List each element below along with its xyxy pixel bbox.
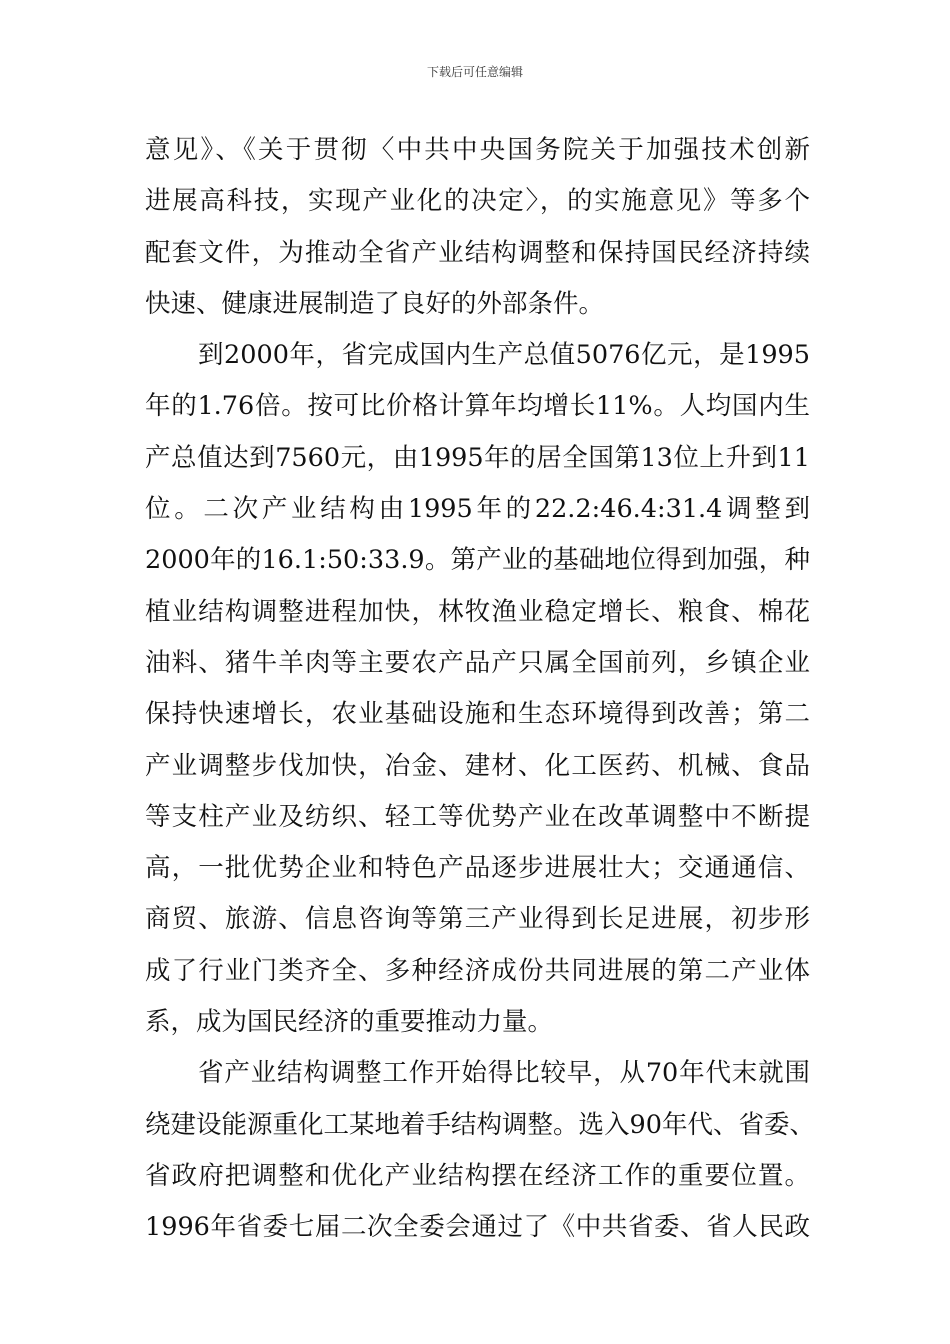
document-body bbox=[145, 125, 815, 1254]
text-line: 系，成为国民经济的重要推动力量。 bbox=[145, 1007, 554, 1038]
text-line: 配套文件，为推动全省产业结构调整和保持国民经济持续 bbox=[145, 237, 810, 268]
text-line: 高，一批优势企业和特色产品逐步进展壮大；交通通信、 bbox=[145, 853, 810, 884]
text-line: 进展高科技，实现产业化的决定〉，的实施意见》等多个 bbox=[145, 186, 810, 217]
text-line: 等支柱产业及纺织、轻工等优势产业在改革调整中不断提 bbox=[145, 801, 810, 832]
text-line: 快速、健康进展制造了良好的外部条件。 bbox=[145, 288, 605, 319]
text-line: 商贸、旅游、信息咨询等第三产业得到长足进展，初步形 bbox=[145, 904, 810, 935]
text-line: 保持快速增长，农业基础设施和生态环境得到改善；第二 bbox=[145, 699, 810, 730]
text-line: 产业调整步伐加快，冶金、建材、化工医药、机械、食品 bbox=[145, 750, 810, 781]
text-line: 到2000年，省完成国内生产总值5076亿元，是1995 bbox=[198, 340, 810, 371]
text-line: 成了行业门类齐全、多种经济成份共同进展的第二产业体 bbox=[145, 955, 810, 986]
text-line: 2000年的16.1:50:33.9。第产业的基础地位得到加强，种 bbox=[145, 545, 810, 576]
text-line: 绕建设能源重化工某地着手结构调整。选入90年代、省委、 bbox=[145, 1109, 815, 1140]
page-header: 下载后可任意编辑 bbox=[426, 65, 523, 79]
text-line: 年的1.76倍。按可比价格计算年均增长11%。人均国内生 bbox=[145, 391, 810, 422]
text-line: 油料、猪牛羊肉等主要农产品产只属全国前列，乡镇企业 bbox=[145, 647, 810, 678]
text-line: 省政府把调整和优化产业结构摆在经济工作的重要位置。 bbox=[145, 1160, 810, 1191]
text-line: 产总值达到7560元，由1995年的居全国第13位上升到11 bbox=[145, 442, 810, 473]
text-line: 1996年省委七届二次全委会通过了《中共省委、省人民政 bbox=[145, 1212, 810, 1243]
text-line: 位。二次产业结构由1995年的22.2:46.4:31.4调整到 bbox=[145, 494, 810, 525]
text-line: 植业结构调整进程加快，林牧渔业稳定增长、粮食、棉花 bbox=[145, 596, 810, 627]
text-line: 意见》、《关于贯彻〈中共中央国务院关于加强技术创新 bbox=[145, 135, 810, 165]
text-line: 省产业结构调整工作开始得比较早，从70年代末就围 bbox=[198, 1058, 810, 1089]
